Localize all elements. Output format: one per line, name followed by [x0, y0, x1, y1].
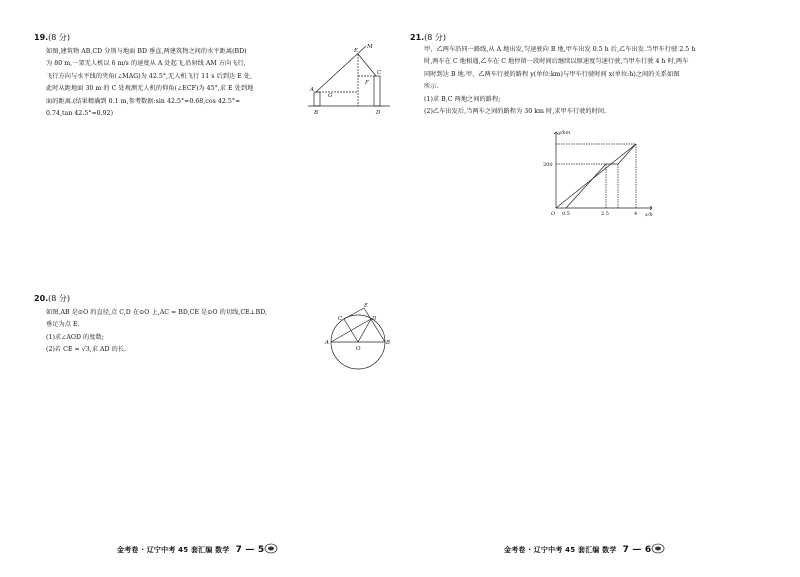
q21-text: [424, 44, 774, 118]
y-label: y/km: [558, 130, 571, 136]
q19-text: [46, 46, 318, 120]
q20-line: (1)求∠AOD 的度数;: [46, 333, 104, 341]
line-jia: [556, 144, 636, 208]
tangent-ce: [344, 308, 364, 319]
line-yi: [566, 144, 636, 208]
q19-line: 面的距离.(结果精确到 0.1 m,参考数据:sin 42.5°≈0.68,cos 42.5°≈: [46, 97, 241, 105]
label-a: A: [325, 340, 329, 346]
q21-number: 21.: [410, 33, 425, 42]
x-tick-4: 4: [634, 211, 638, 217]
origin-label: O: [551, 211, 556, 217]
q21-line: 时,两车在 C 地相遇,乙车在 C 地停留一段时间后继续以原速度匀速行驶,当甲车行驶 4 h 时,两车: [424, 58, 689, 66]
page-number: 7 — 5: [235, 545, 265, 555]
seal-icon: [651, 543, 665, 554]
building-ab: [314, 92, 320, 106]
label-c: C: [338, 316, 343, 322]
q21-graph: [540, 128, 660, 218]
q19-line: 飞行方向与水平线的夹角(∠MAG)为 42.5°,无人机飞行 11 s 后到达 E 处,: [46, 72, 253, 80]
chord-ad: [331, 319, 371, 342]
label-c: C: [377, 70, 382, 76]
footer-title: 金考卷 · 辽宁中考 45 套汇编 数学: [117, 546, 230, 554]
label-b: B: [314, 110, 319, 116]
q21-line: 所示.: [424, 83, 439, 91]
y-tick-200: 200: [543, 162, 553, 168]
x-tick-25: 2.5: [601, 211, 609, 217]
q19-figure: [304, 40, 396, 122]
building-cd: [374, 76, 380, 106]
label-e: E: [364, 303, 369, 309]
label-d: D: [376, 110, 381, 116]
q19-line: 为 80 m,一架无人机以 6 m/s 的速度从 A 处起飞,沿射线 AM 方向飞行,: [46, 60, 246, 68]
q20-line: 如图,AB 是⊙O 的直径,点 C,D 在⊙O 上,AC = BD,CE 是⊙O 的切线,CE⊥BD,: [46, 309, 267, 316]
x-label: x/h: [645, 212, 653, 218]
line-eb: [364, 308, 385, 342]
label-f: F: [365, 80, 369, 86]
footer-right: [504, 545, 651, 555]
q21-line: 同时到达 B 地.甲、乙两车行驶的路程 y(单位:km)与甲车行驶时间 x(单位:h)之间的关系如图: [424, 70, 680, 78]
label-b: B: [386, 340, 391, 346]
q19-points: (8 分): [48, 33, 71, 42]
q20-line: 垂足为点 E.: [46, 321, 80, 329]
q19-header: [34, 32, 70, 43]
label-o: O: [356, 346, 361, 352]
q19-line: 如图,建筑物 AB,CD 分别与地面 BD 垂直,两建筑物之间的水平距离(BD): [46, 48, 247, 55]
q19-line: 0.74,tan 42.5°≈0.92): [46, 110, 114, 118]
line-ec: [358, 54, 376, 76]
right-page: [400, 0, 800, 577]
label-e: E: [354, 48, 359, 54]
q21-line: (2)乙车出发后,当两车之间的路程为 30 km 时,求甲车行驶的时间.: [424, 108, 607, 116]
ray-am: [316, 46, 366, 92]
x-tick-05: 0.5: [562, 211, 570, 217]
q20-header: [34, 293, 70, 304]
footer-left: [117, 545, 264, 555]
q20-figure: [322, 302, 394, 374]
q20-points: (8 分): [48, 294, 71, 303]
q21-line: (1)求 B,C 两地之间的路程;: [424, 95, 501, 103]
q20-number: 20.: [34, 294, 49, 303]
label-a: A: [310, 87, 314, 93]
q21-header: [410, 32, 446, 43]
label-g: G: [328, 93, 333, 99]
q19-number: 19.: [34, 33, 49, 42]
q19-line: 此时从距地面 30 m 的 C 处观测无人机的仰角(∠ECF)为 45°,求 E 处到地: [46, 85, 254, 93]
label-m: M: [367, 44, 373, 50]
q20-line: (2)若 CE = √3,求 AD 的长.: [46, 346, 127, 354]
page-number: 7 — 6: [622, 545, 652, 555]
q21-line: 甲、乙两车沿同一路线,从 A 地出发,匀速驶向 B 地,甲车出发 0.5 h 后,乙车出发.当甲车行驶 2.5 h: [424, 46, 696, 53]
footer-title: 金考卷 · 辽宁中考 45 套汇编 数学: [504, 546, 617, 554]
q21-points: (8 分): [424, 33, 447, 42]
q20-text: [46, 307, 330, 357]
label-d: D: [372, 316, 377, 322]
seal-icon: [264, 543, 278, 554]
